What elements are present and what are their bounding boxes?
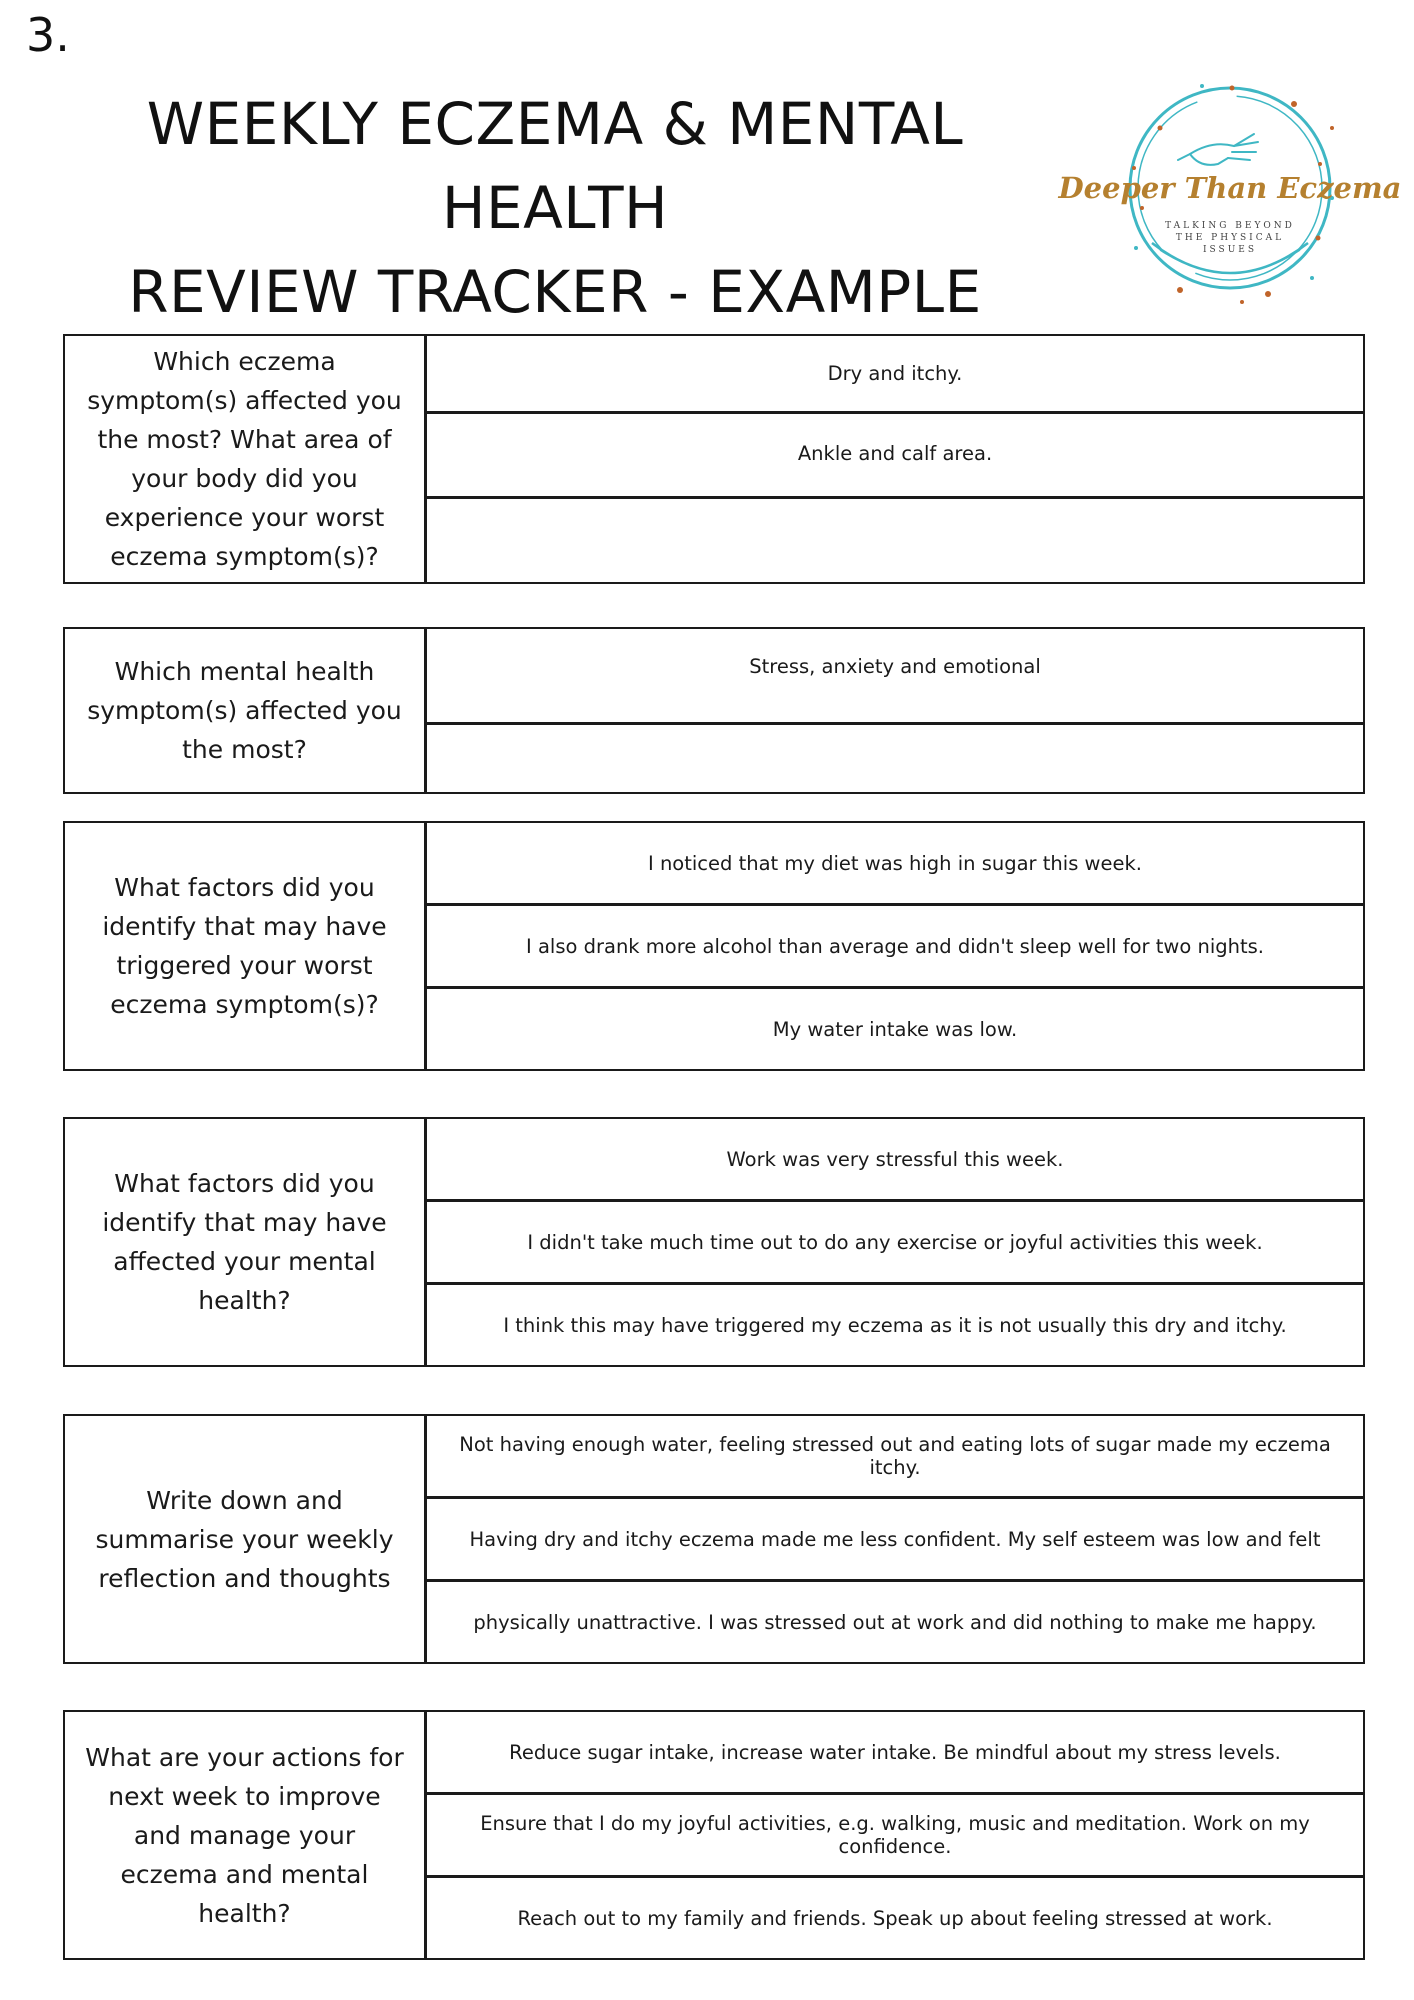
answer-line[interactable] [427, 499, 1363, 582]
logo-tagline-2: THE PHYSICAL [1175, 233, 1285, 243]
section-mental-health-symptoms [63, 627, 1365, 794]
answer-line[interactable]: I didn't take much time out to do any exercise or joyful activities this week. [427, 1202, 1363, 1285]
answer-line[interactable]: Not having enough water, feeling stressed out and eating lots of sugar made my eczema itchy. [427, 1416, 1363, 1499]
answer-line[interactable]: I noticed that my diet was high in sugar this week. [427, 823, 1363, 906]
answer-line[interactable]: Reduce sugar intake, increase water intake. Be mindful about my stress levels. [427, 1712, 1363, 1795]
answer-line[interactable]: Work was very stressful this week. [427, 1119, 1363, 1202]
answer-list [427, 1416, 1363, 1662]
section-weekly-reflection [63, 1414, 1365, 1664]
answer-list [427, 336, 1363, 582]
page-title [70, 82, 1040, 334]
question-eczema-triggers: What factors did you identify that may have triggered your worst eczema symptom(s)? [65, 823, 427, 1069]
question-next-week-actions: What are your actions for next week to improve and manage your eczema and mental health? [65, 1712, 427, 1958]
hand-icon [1178, 134, 1258, 165]
answer-line[interactable]: Ensure that I do my joyful activities, e.g. walking, music and meditation. Work on my confidence. [427, 1795, 1363, 1878]
question-eczema-symptoms: Which eczema symptom(s) affected you the most? What area of your body did you experience your worst eczema symptom(s)? [65, 336, 427, 582]
answer-line[interactable]: I also drank more alcohol than average and didn't sleep well for two nights. [427, 906, 1363, 989]
section-eczema-symptoms [63, 334, 1365, 584]
section-eczema-triggers [63, 821, 1365, 1071]
logo-tagline-3: ISSUES [1202, 245, 1258, 255]
section-next-week-actions [63, 1710, 1365, 1960]
answer-list [427, 629, 1363, 792]
question-mental-health-symptoms: Which mental health symptom(s) affected you the most? [65, 629, 427, 792]
answer-line[interactable]: Reach out to my family and friends. Speak up about feeling stressed at work. [517, 1906, 1273, 1930]
answer-list [427, 823, 1363, 1069]
answer-line[interactable]: Dry and itchy. [427, 336, 1363, 414]
section-mental-health-factors [63, 1117, 1365, 1367]
answer-line[interactable]: My water intake was low. [772, 1017, 1018, 1041]
answer-list [427, 1712, 1363, 1958]
logo-tagline-1: TALKING BEYOND [1165, 221, 1295, 231]
title-line-1: WEEKLY ECZEMA & MENTAL HEALTH [146, 90, 964, 242]
answer-line[interactable]: physically unattractive. I was stressed out at work and did nothing to make me happy. [473, 1610, 1317, 1634]
question-mental-health-factors: What factors did you identify that may have affected your mental health? [65, 1119, 427, 1365]
answer-line[interactable]: I think this may have triggered my eczema as it is not usually this dry and itchy. [503, 1313, 1287, 1337]
question-weekly-reflection: Write down and summarise your weekly reflection and thoughts [65, 1416, 427, 1662]
answer-line[interactable]: Having dry and itchy eczema made me less confident. My self esteem was low and felt [427, 1499, 1363, 1582]
logo-name: Deeper Than Eczema [1058, 171, 1402, 205]
answer-line[interactable]: Ankle and calf area. [427, 414, 1363, 499]
deeper-than-eczema-logo [1058, 68, 1402, 308]
answer-line[interactable] [427, 725, 1363, 792]
page-number: 3. [26, 8, 70, 62]
title-line-2: REVIEW TRACKER - EXAMPLE [128, 258, 982, 326]
answer-list [427, 1119, 1363, 1365]
answer-line[interactable]: Stress, anxiety and emotional [427, 629, 1363, 725]
